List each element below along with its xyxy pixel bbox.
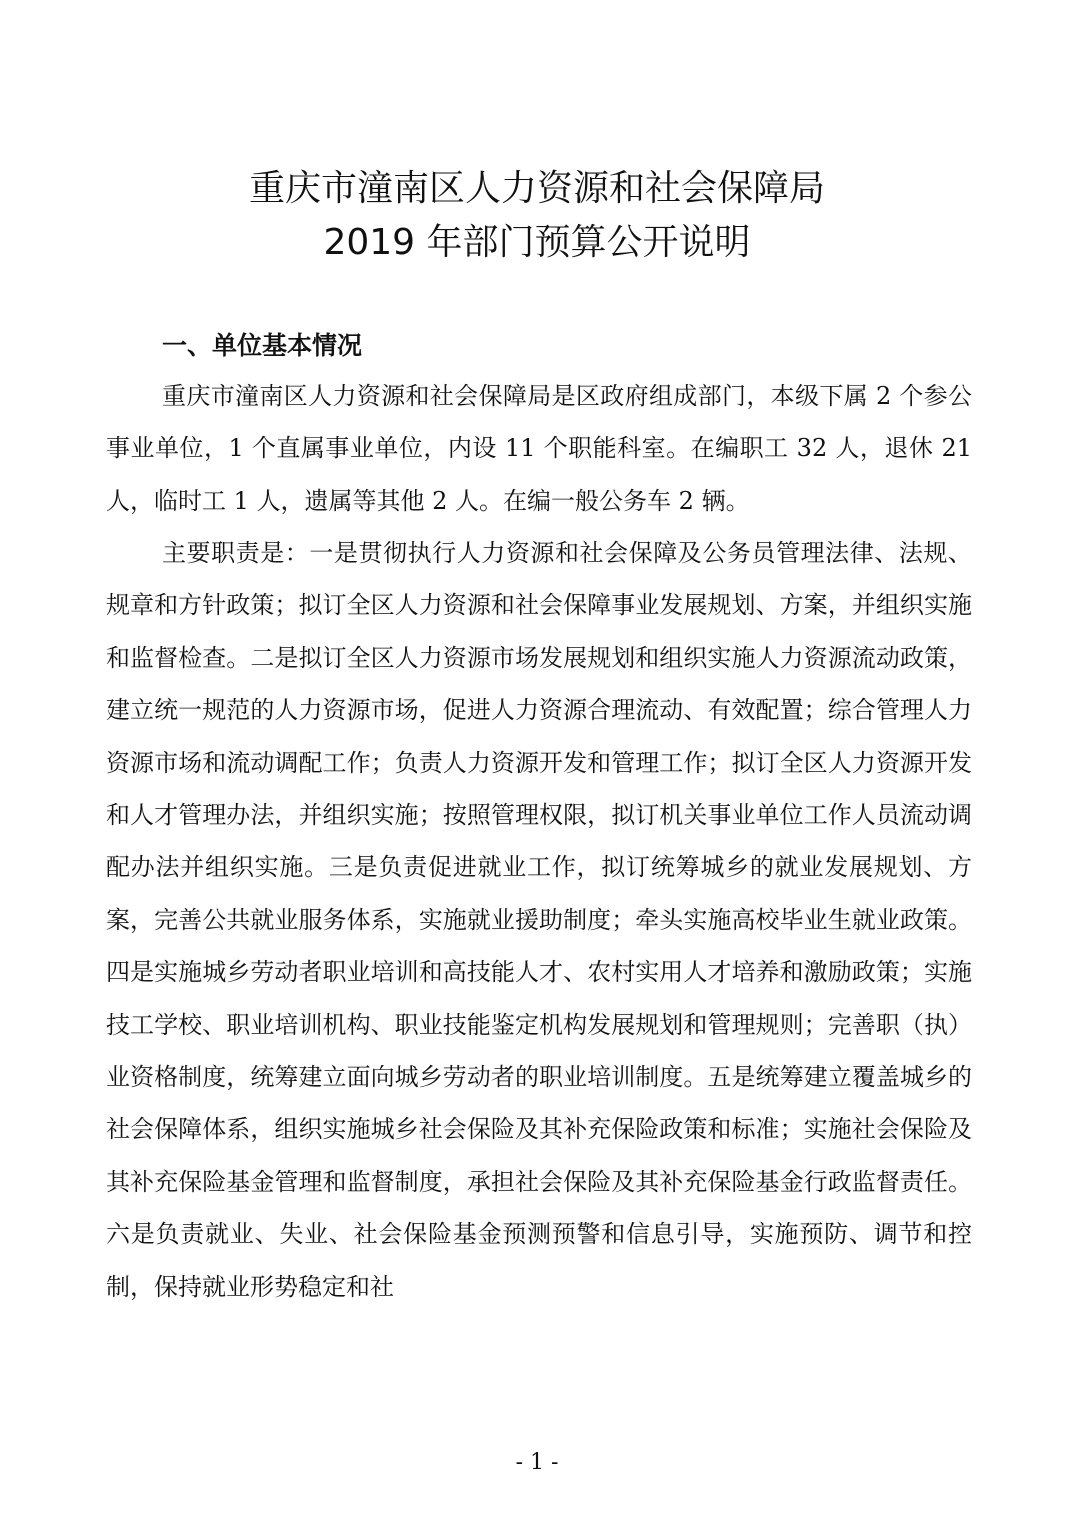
document-title xyxy=(0,162,1074,270)
title-line-1: 重庆市潼南区人力资源和社会保障局 xyxy=(248,168,825,209)
paragraph-unit-overview: 重庆市潼南区人力资源和社会保障局是区政府组成部门，本级下属 2 个参公事业单位，1 个直属事业单位，内设 11 个职能科室。在编职工 32 人，退休 21 人，临时工 1 人，遗属等其他 2 人。在编一般公务车 2 辆。 xyxy=(106,382,972,515)
page-number: - 1 - xyxy=(515,1450,559,1475)
title-line-2: 2019 年部门预算公开说明 xyxy=(323,222,751,263)
section-heading: 一、单位基本情况 xyxy=(162,331,363,360)
paragraph-main-duties: 主要职责是：一是贯彻执行人力资源和社会保障及公务员管理法律、法规、规章和方针政策；拟订全区人力资源和社会保障事业发展规划、方案，并组织实施和监督检查。二是拟订全区人力资源市场发展规划和组织实施人力资源流动政策，建立统一规范的人力资源市场，促进人力资源合理流动、有效配置；综合管理人力资源市场和流动调配工作；负责人力资源开发和管理工作；拟订全区人力资源开发和人才管理办法，并组织实施；按照管理权限，拟订机关事业单位工作人员流动调配办法并组织实施。三是负责促进就业工作，拟订统筹城乡的就业发展规划、方案，完善公共就业服务体系，实施就业援助制度；牵头实施高校毕业生就业政策。四是实施城乡劳动者职业培训和高技能人才、农村实用人才培养和激励政策；实施技工学校、职业培训机构、职业技能鉴定机构发展规划和管理规则；完善职（执）业资格制度，统筹建立面向城乡劳动者的职业培训制度。五是统筹建立覆盖城乡的社会保障体系，组织实施城乡社会保险及其补充保险政策和标准；实施社会保险及其补充保险基金管理和监督制度，承担社会保险及其补充保险基金行政监督责任。六是负责就业、失业、社会保险基金预测预警和信息引导，实施预防、调节和控制，保持就业形势稳定和社 xyxy=(106,539,972,1301)
